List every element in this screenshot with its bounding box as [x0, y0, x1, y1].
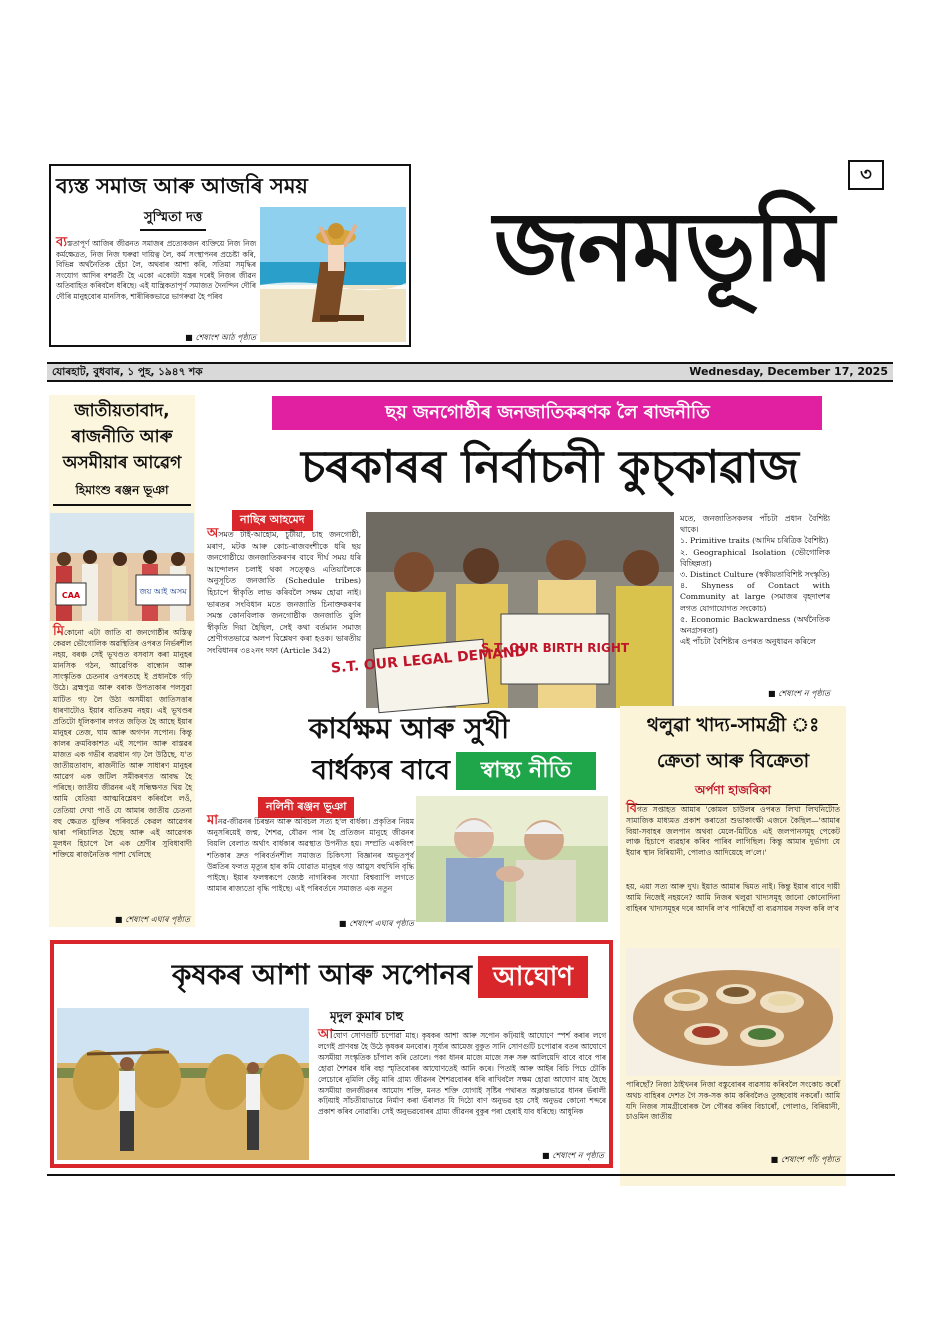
- left-body: মিকোনো এটা জাতি বা জনগোষ্ঠীৰ অস্তিত্ব কেৱল ভৌগোলিক অৱস্থিতিৰ ওপৰত নিৰ্ভৰশীল নহয়, বৰঞ্চ সেই ভূখণ্ডত বসবাস কৰা মানুহৰ মানসিক গঠন, আৱেগিক বান্ধোন আৰু সাংস্কৃতিক চেতনাৰ ওপৰতহে ই প্ৰধানকৈ গঢ়ি উঠে। ব্ৰহ্মপুত্ৰ আৰু বৰাক উপত্যকাৰ পলসুৱা মাটিত গঢ় লৈ উঠা অসমীয়া জাতিসত্তাৰ ধাৰণাটোও ইয়াৰ ব্যতিক্ৰম নহয়। এই ভূখণ্ডৰ প্ৰতিটো ধূলিকণাৰ লগত জড়িত হৈ আছে ইয়াৰ মানুহৰ তেজ, ঘাম আৰু অগণন সপোন। কিন্তু কালৰ ক্ৰমবিকাশত এই সপোন আৰু বাস্তৱৰ মাজত এক গভীৰ ব্যৱধান গঢ় লৈ উঠিছে, য'ত জাতীয়তাবাদ, ৰাজনীতি আৰু সাধাৰণ মানুহৰ আৱেগ এক জটিল সমীকৰণত আবদ্ধ হৈ পৰিছে। জাতীয় জীৱনৰ এই সন্ধিক্ষণত থিয় হৈ আমি যেতিয়া আত্মবিশ্লেষণ কৰিবলৈ লওঁ, তেতিয়া দেখা পাওঁ যে আমাৰ জাতীয় চেতনা বহু ক্ষেত্ৰত যুক্তিৰ পৰিবৰ্তে কেৱল আৱেগৰ দ্বাৰা পৰিচালিত হৈছে আৰু এই আৱেগক মূলধন হিচাপে লৈ এক শ্ৰেণীৰ সুবিধাবাদী শক্তিয়ে ৰাজনৈতিক পাশা খেলিছে: [53, 624, 192, 859]
- farmer-author: মৃদুল কুমাৰ চাহু: [330, 1008, 405, 1031]
- health-headline-2[interactable]: বাৰ্ধক্যৰ বাবে: [311, 755, 450, 786]
- lead-placard-1: S.T. OUR LEGAL DEMAND: [330, 643, 527, 677]
- farmer-badge: আঘোণ: [478, 956, 588, 998]
- health-body: মানৱ-জীৱনৰ চিৰন্তন আৰু অবিচল সত্য হ'ল বাৰ্ধক্য। প্ৰকৃতিৰ নিয়ম অনুসৰিয়েই জন্ম, শৈশৱ, যৌৱন পাৰ হৈ প্ৰতিজন মানুহে জীৱনৰ বিয়লি বেলাত অৰ্থাৎ বাৰ্ধক্যৰ অৱস্থাত উপনীত হয়। সম্প্ৰতি একবিংশ শতিকাৰ দ্ৰুত পৰিবৰ্তনশীল সমাজত চিকিৎসা বিজ্ঞানৰ অভূতপূৰ্ব উন্নতিৰ ফলত মৃত্যুৰ হাৰ কমি যোৱাত মানুহৰ গড় আয়ুস বহুখিনি বৃদ্ধি পাইছে। ইয়াৰ ফলস্বৰূপে জ্যেষ্ঠ নাগৰিকৰ সংখ্যা বিশ্বব্যাপি লগতে আমাৰ ৰাজ্যতো বৃদ্ধি পাইছে। এই পৰিবৰ্তনে সমাজত এক নতুন: [207, 813, 414, 894]
- teaser-title[interactable]: ব্যস্ত সমাজ আৰু আজৰি সময়: [56, 174, 308, 198]
- food-headline-2[interactable]: ক্ৰেতা আৰু বিক্ৰেতা: [656, 750, 810, 772]
- beach-photo: [260, 207, 406, 342]
- food-dropcap: বি: [626, 801, 637, 816]
- farmer-continuation[interactable]: ■ শেষাংশ ন পৃষ্ঠাত: [541, 1150, 604, 1160]
- masthead-date-left: যোৰহাট, বুধবাৰ, ১ পুহ, ১৯৪৭ শক: [52, 366, 203, 378]
- food-headline-1[interactable]: থলুৱা খাদ্য-সামগ্ৰী ঃ: [646, 714, 820, 736]
- left-title-line-2: ৰাজনীতি আৰু: [71, 427, 173, 447]
- health-author: নলিনী ৰঞ্জন ভূঞা: [258, 797, 354, 818]
- health-dropcap: মা: [207, 813, 218, 828]
- farmer-dropcap: আ: [318, 1027, 334, 1042]
- lead-trait-2: ২. Geographical Isolation (ভৌগোলিক বিচ্ছিন্নতা): [680, 547, 830, 568]
- left-placard-1: জয় আই অসম: [139, 587, 187, 596]
- left-title-line-1: জাতীয়তাবাদ,: [74, 401, 170, 421]
- farmer-title[interactable]: কৃষকৰ আশা আৰু সপোনৰ: [171, 958, 472, 991]
- teaser-body: ব্যস্ততাপূৰ্ণ আজিৰ জীৱনত সমাজৰ প্ৰত্যেকজন ব্যক্তিয়ে নিজ নিজ কৰ্মক্ষেত্ৰত, নিজ নিজ ঘৰুৱা দায়িত্ব লৈ, কৰ্ম সংস্থাপনৰ প্ৰচেষ্টা কৰি, বিভিন্ন অৰ্থনৈতিক হেঁচা লৈ, অথবাৰ আশা কৰি, সতিমা সমৃদ্ধিৰ সংযোগ আদিৰ বশৱৰ্তী হৈ একো একোটা যন্ত্ৰৰ দৰেই নিজৰ জীৱন অতিবাহিত কৰিবলৈ ধৰিছে। এই যান্ত্ৰিকতাপূৰ্ণ সমাজত দৈনন্দিন দৌৰি দৌৰি মানুহবোৰ মানসিক, শাৰীৰিকভাৱে ভাগৰুৱা হৈ পৰিব: [56, 235, 256, 301]
- lead-body: অসমত টাই-আহোম, চুটীয়া, চাহ জনগোষ্ঠী, মৰাণ, মটক আৰু কোচ-ৰাজবংশীকে ধৰি ছয় জনগোষ্ঠীয়ে জনজাতিকৰণৰ বাবে দীৰ্ঘ সময় ধৰি আন্দোলন চলাই থকা সত্ত্বেও এতিয়ালৈকে অনুসূচিত জনজাতি (Schedule tribes) হিচাপে স্বীকৃতি লাভ কৰিবলৈ সক্ষম হোৱা নাই। ভাৰতৰ সংবিধান মতে জনজাতি চিনাক্তকৰণৰ সমস্ত কোনবিলাক জনগোষ্ঠীক জনজাতি বুলি স্বীকৃতি দিয়া হৈছিল, সেই কথা বৰ্তমান সমাজ শ্ৰেণীগতভাৱে অলপ বিশ্লেষণ কৰা হওক। ভাৰতীয় সংবিধানৰ ৩৪২নং দফা (Article 342): [207, 526, 361, 655]
- left-title-line-3: অসমীয়াৰ আৱেগ: [62, 453, 182, 473]
- lead-kicker: ছয় জনগোষ্ঠীৰ জনজাতিকৰণক লৈ ৰাজনীতি: [385, 402, 710, 423]
- teaser-continuation[interactable]: ■ শেষাংশ আঠ পৃষ্ঠাত: [185, 332, 256, 342]
- food-author: অৰ্পণা হাজৰিকা: [628, 782, 838, 805]
- lead-headline[interactable]: চৰকাৰৰ নিৰ্বাচনী কুচ্‌কাৱাজ: [301, 440, 799, 493]
- protest-photo-left: [50, 513, 194, 621]
- lead-col3-intro: মতে, জনজাতিসকলৰ পাঁচটা প্ৰধান বৈশিষ্ট্য থাকে।: [680, 514, 830, 535]
- lead-trait-3: ৩. Distinct Culture (স্বকীয়তাবিশিষ্ট সংস্কৃতি): [680, 570, 830, 580]
- harvest-photo: [57, 1008, 309, 1160]
- lead-dropcap: অ: [207, 526, 219, 541]
- lead-placard-2: S.T. OUR BIRTH RIGHT: [480, 641, 630, 655]
- health-continuation[interactable]: ■ শেষাংশ এঘাৰ পৃষ্ঠাত: [338, 918, 414, 928]
- health-badge: স্বাস্থ্য নীতি: [456, 752, 596, 790]
- lead-col3-outro: এই পাঁচটা বৈশিষ্ট্যৰ ওপৰত অনুধাৱন কৰিলে: [680, 637, 816, 647]
- lead-author: নাছিৰ আহমেদ: [232, 510, 313, 531]
- food-body-2: হয়, এয়া সত্য আৰু দুখ। ইয়াত আমাৰ দ্বিমত নাই। কিন্তু ইয়াৰ বাবে দায়ী আমি নিজেই নহয়নে? আমি নিজৰ থলুৱা খাদ্যসমূহ জানো কোনোদিনা বাহিৰৰ খাদ্যসমূহৰ দৰে আদৰি ল'ব পাৰিছোঁ বা ব্যৱসায়ৰ সফল কৰি ল'ব: [626, 882, 840, 913]
- food-body-3: পাৰিছোঁ? নিজা ঠাইখনৰ নিজা বস্তুবোৰৰ ব্যৱসায় কৰিবলৈ সংকোচ কৰোঁ অথচ বাহিৰৰ দেশত গৈ সক-সক কাম কৰিবলৈও তুচ্ছবোধ নকৰোঁ। আমি যদি নিজৰ সামগ্ৰীবোৰক লৈ গৌৰৱ কৰিব বিচাৰোঁ, পোলাও, বিৰিয়ানী, চাওমিন জাতীয়: [626, 1080, 840, 1122]
- teaser-dropcap: ব্য: [56, 235, 68, 250]
- masthead-logo[interactable]: জনমভূমি: [493, 191, 833, 303]
- left-continuation[interactable]: ■ শেষাংশ এঘাৰ পৃষ্ঠাত: [114, 914, 190, 924]
- food-body-1: বিগত সপ্তাহত আমাৰ 'কোমল চাউলৰ ওপৰত লিখা লিখনিটোত সামাজিক মাধ্যমত প্ৰকাশ কৰাতো শুভাকাংক্ষী এজনে কৈছিল—'আমাৰ বিয়া-সবাহৰ জলপান অথবা মেলে-মিটিঙে এই জলপানসমূহ পেকেট লাঞ্চ হিচাপে ব্যৱহাৰ কৰিব পাৰিব লাগিছিল। কিন্তু আমাৰ দুৰ্ভাগ্য যে ইয়াৰ স্থান বিৰিয়ানী, পোলাও আদিয়েহে ল'লে।': [626, 801, 840, 858]
- food-photo: [626, 948, 840, 1076]
- teaser-author: সুস্মিতা দত্ত: [140, 208, 206, 231]
- health-headline-1[interactable]: কাৰ্যক্ষম আৰু সুখী: [308, 712, 510, 745]
- elderly-photo: [416, 796, 608, 922]
- left-title[interactable]: [49, 398, 195, 476]
- lead-trait-5: ৫. Economic Backwardness (অৰ্থনৈতিক অনগ্ৰসৰতা): [680, 614, 830, 636]
- bottom-rule: [47, 1174, 895, 1176]
- lead-trait-1: ১. Primitive traits (আদিম চৰিত্ৰিক বৈশিষ্ট্য): [680, 536, 829, 546]
- farmer-body: আঘোণ সোণগুটি চপোৱা মাহ। কৃষকৰ আশা আৰু সপোন কঢ়িয়াই আঘোণে স্পৰ্শ কৰাৰ লগে লগেই প্ৰাণবন্ত হৈ উঠে কৃষকৰ মনবোৰ। সূৰ্য্যৰ আমেজ বুকুত সানি সোণগুটি চপোৱাৰ বতৰ আঘোণে অসমীয়া সংস্কৃতিক চাঁপাল কৰি তোলে। পকা ধানৰ মাজে মাজে সৰু সৰু আলিয়েদি বাবে বাবে পাৰ হোৱা শৈশৱৰ ধৰি বহা স্মৃতিবোৰৰ আঘোণতেই আনি কৰে। পিতাই আৰু আইৰ বিচি পিচে চৌকি লেচোৰে নুমিলি কেঁচু মাৰি গ্ৰাম্য জীৱনৰ শৈশৱবোৰৰ ধৰি ৰাখিবলৈ সক্ষম হোৱা আঘোণ মাহ হৈছে অসমীয়া জনজীৱনৰ আমোদ শক্তি, মনত শক্তি যোগাই সৃষ্টিৰ পথাৰত অক্লান্তভাৱে ধানৰ ভঁৰালী কঢ়িয়াই সাঁচতীয়াভাৱে নিৰ্মাণ কৰা ভঁৰালত যি দিঠো বাণ অনুভৱ হয় সেই অনুভৱ কোনো শব্দৰে প্ৰকাশ কৰিব নোৱাৰি। সেই অনুভৱবোৰৰ গ্ৰাম্য জীৱনৰ বুকুৰ পৰা হেৰাই যাব ধৰিছে। আধুনিক: [318, 1027, 606, 1117]
- food-continuation[interactable]: ■ শেষাংশ পাঁচ পৃষ্ঠাত: [770, 1154, 840, 1164]
- left-author: হিমাংশু ৰঞ্জন ভূঞা: [53, 482, 191, 506]
- left-placard-2: CAA: [61, 591, 81, 600]
- lead-col3: [680, 513, 830, 699]
- lead-trait-4: ৪. Shyness of Contact with Community at large (সমাজৰ বৃহদাংশৰ লগত যোগাযোগত সংকোচ): [680, 581, 830, 613]
- lead-continuation[interactable]: ■ শেষাংশ ন পৃষ্ঠাত: [767, 688, 830, 698]
- masthead-date-right: Wednesday, December 17, 2025: [689, 365, 888, 378]
- lead-protest-photo: [330, 512, 674, 708]
- left-dropcap: মি: [53, 624, 64, 639]
- page-number: ৩: [848, 160, 884, 190]
